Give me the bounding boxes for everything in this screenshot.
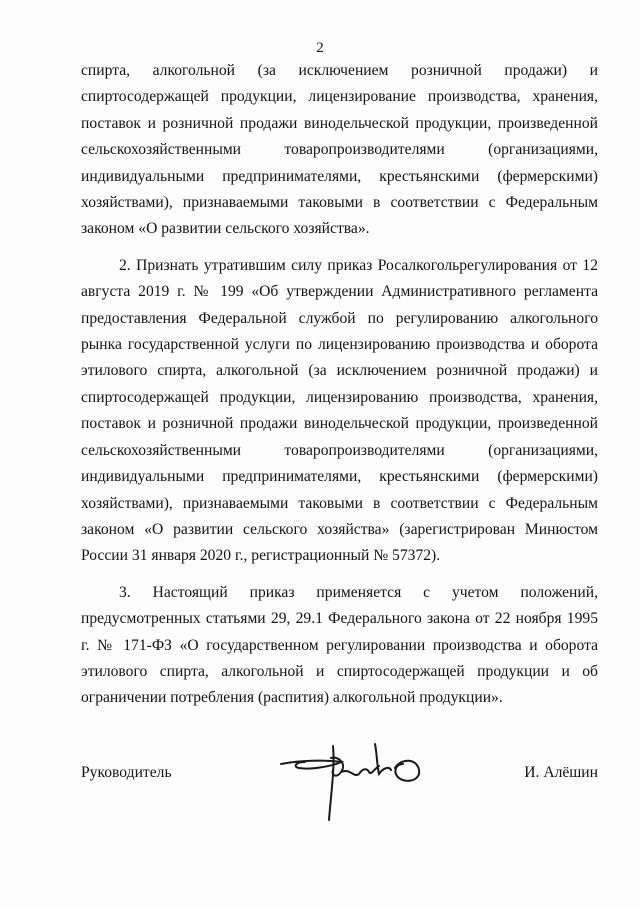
paragraph-item-2: 2. Признать утратившим силу приказ Росалкогольрегулирования от 12 августа 2019 г. № 199 «Об утверждении Административного регламента предоставления Федеральной службой по регулированию алкогольного рынка государственной услуги по лицензированию производства и оборота этилового спирта, алкогольной (за исключением розничной продажи) и спиртосодержащей продукции, лицензированию производства, хранения, поставок и розничной продажи винодельческой продукции, произведенной сельскохозяйственными товаропроизводителями (организациями, индивидуальными предпринимателями, крестьянскими (фермерскими) хозяйствами), признаваемыми таковыми в соответствии с Федеральным законом «О развитии сельского хозяйства» (зарегистрирован Минюстом России 31 января 2020 г., регистрационный № 57372). [81, 256, 598, 565]
paragraph-continuation: спирта, алкогольной (за исключением розничной продажи) и спиртосодержащей продукции, лицензирование производства, хранения, поставок и розничной продажи винодельческой продукции, произведенной сельскохозяйственными товаропроизводителями (организациями, индивидуальными предпринимателями, крестьянскими (фермерскими) хозяйствами), признаваемыми таковыми в соответствии с Федеральным законом «О развитии сельского хозяйства». [81, 62, 598, 238]
document-body [81, 58, 598, 712]
handwritten-signature [271, 738, 431, 828]
signatory-role: Руководитель [81, 764, 172, 781]
paragraph-item-3: 3. Настоящий приказ применяется с учетом положений, предусмотренных статьями 29, 29.1 Федерального закона от 22 ноября 1995 г. № 171-ФЗ «О государственном регулировании производства и оборота этилового спирта, алкогольной и спиртосодержащей продукции и об ограничении потребления (распития) алкогольной продукции». [81, 583, 598, 707]
signatory-name: И. Алёшин [524, 764, 598, 781]
signature-block [81, 758, 598, 808]
page-number: 2 [316, 40, 324, 56]
